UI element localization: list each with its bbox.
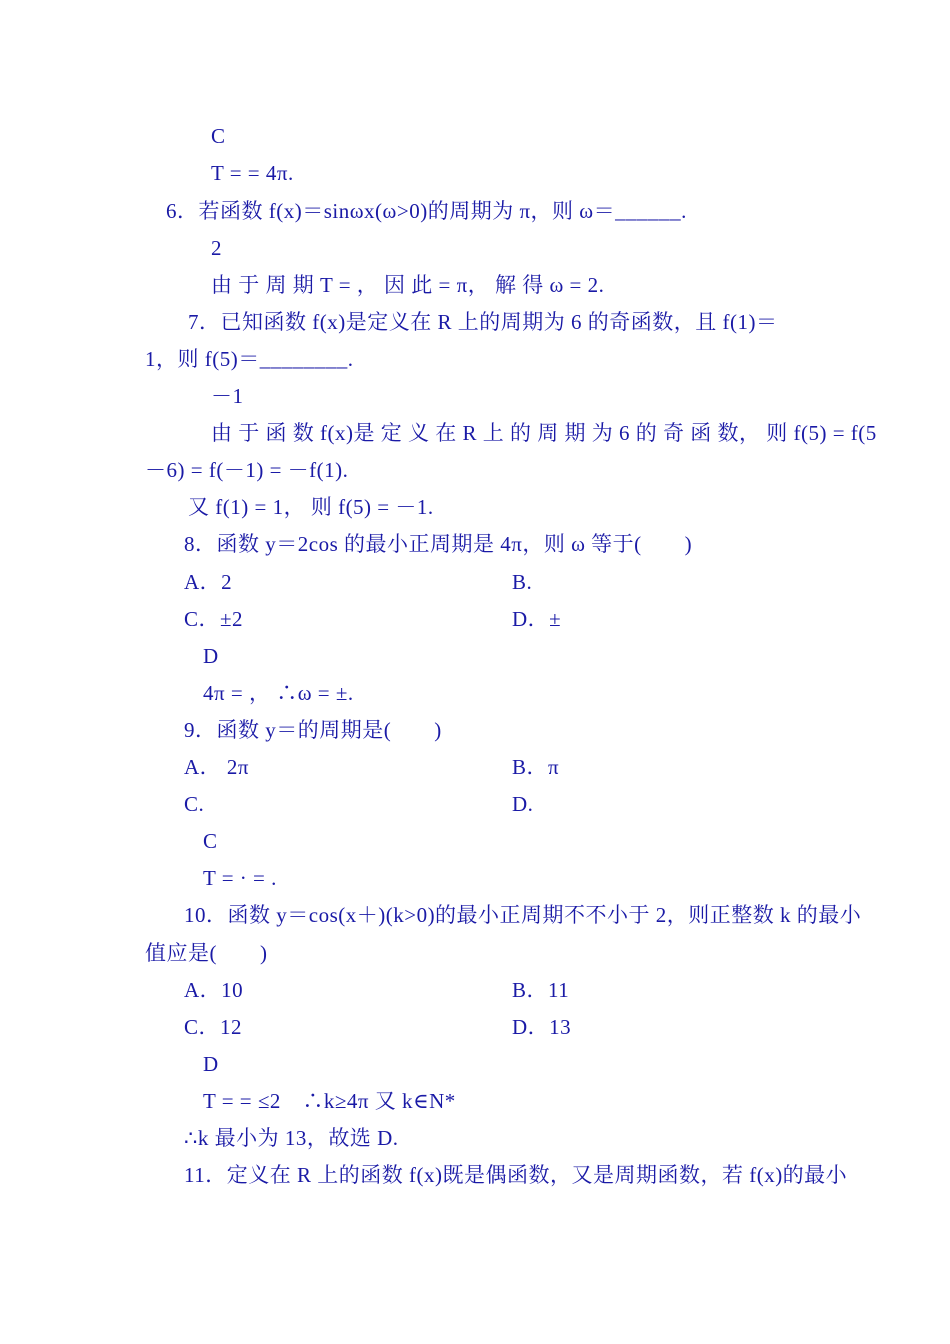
solution-line: T = = 4π. (211, 161, 294, 185)
question-line: 7．已知函数 f(x)是定义在 R 上的周期为 6 的奇函数，且 f(1)＝ (188, 310, 778, 334)
question-line: 8．函数 y＝2cos 的最小正周期是 4π，则 ω 等于( ) (184, 532, 693, 556)
option-d: D．± (512, 607, 562, 631)
answer-line: C (203, 829, 218, 853)
answer-line: D (203, 644, 219, 668)
question-line: 11．定义在 R 上的函数 f(x)既是偶函数，又是周期函数，若 f(x)的最小 (184, 1163, 848, 1187)
option-a: A．10 (184, 978, 244, 1002)
solution-line: T = · = . (203, 866, 277, 890)
option-d: D．13 (512, 1015, 572, 1039)
option-c: C. (184, 792, 205, 816)
solution-line: 由 于 函 数 f(x)是 定 义 在 R 上 的 周 期 为 6 的 奇 函 数， 则 f(5) = f(5 (211, 421, 877, 445)
question-line: 6．若函数 f(x)＝sinωx(ω>0)的周期为 π，则 ω＝______. (166, 199, 687, 223)
answer-line: D (203, 1052, 219, 1076)
question-line: 9．函数 y＝的周期是( ) (184, 718, 442, 742)
option-c: C．±2 (184, 607, 244, 631)
solution-line: T = = ≤2 ∴k≥4π 又 k∈N* (203, 1089, 456, 1113)
solution-line: －6) = f(－1) = －f(1). (145, 458, 349, 482)
option-b: B．π (512, 755, 560, 779)
answer-line: －1 (211, 384, 244, 408)
answer-line: C (211, 124, 226, 148)
question-line: 值应是( ) (145, 941, 268, 965)
option-a: A． 2π (184, 755, 250, 779)
solution-line: 又 f(1) = 1， 则 f(5) = －1. (188, 495, 434, 519)
option-c: C．12 (184, 1015, 243, 1039)
option-d: D. (512, 792, 534, 816)
solution-line: ∴k 最小为 13，故选 D. (184, 1126, 399, 1150)
option-b: B．11 (512, 978, 570, 1002)
solution-line: 由 于 周 期 T = ， 因 此 = π， 解 得 ω = 2. (211, 273, 605, 297)
question-line: 10．函数 y＝cos(x＋)(k>0)的最小正周期不不小于 2，则正整数 k 的最小 (184, 903, 862, 927)
option-a: A．2 (184, 570, 233, 594)
solution-line: 4π = ， ∴ω = ±. (203, 681, 354, 705)
answer-line: 2 (211, 236, 222, 260)
option-b: B. (512, 570, 533, 594)
question-line: 1，则 f(5)＝________. (145, 347, 354, 371)
